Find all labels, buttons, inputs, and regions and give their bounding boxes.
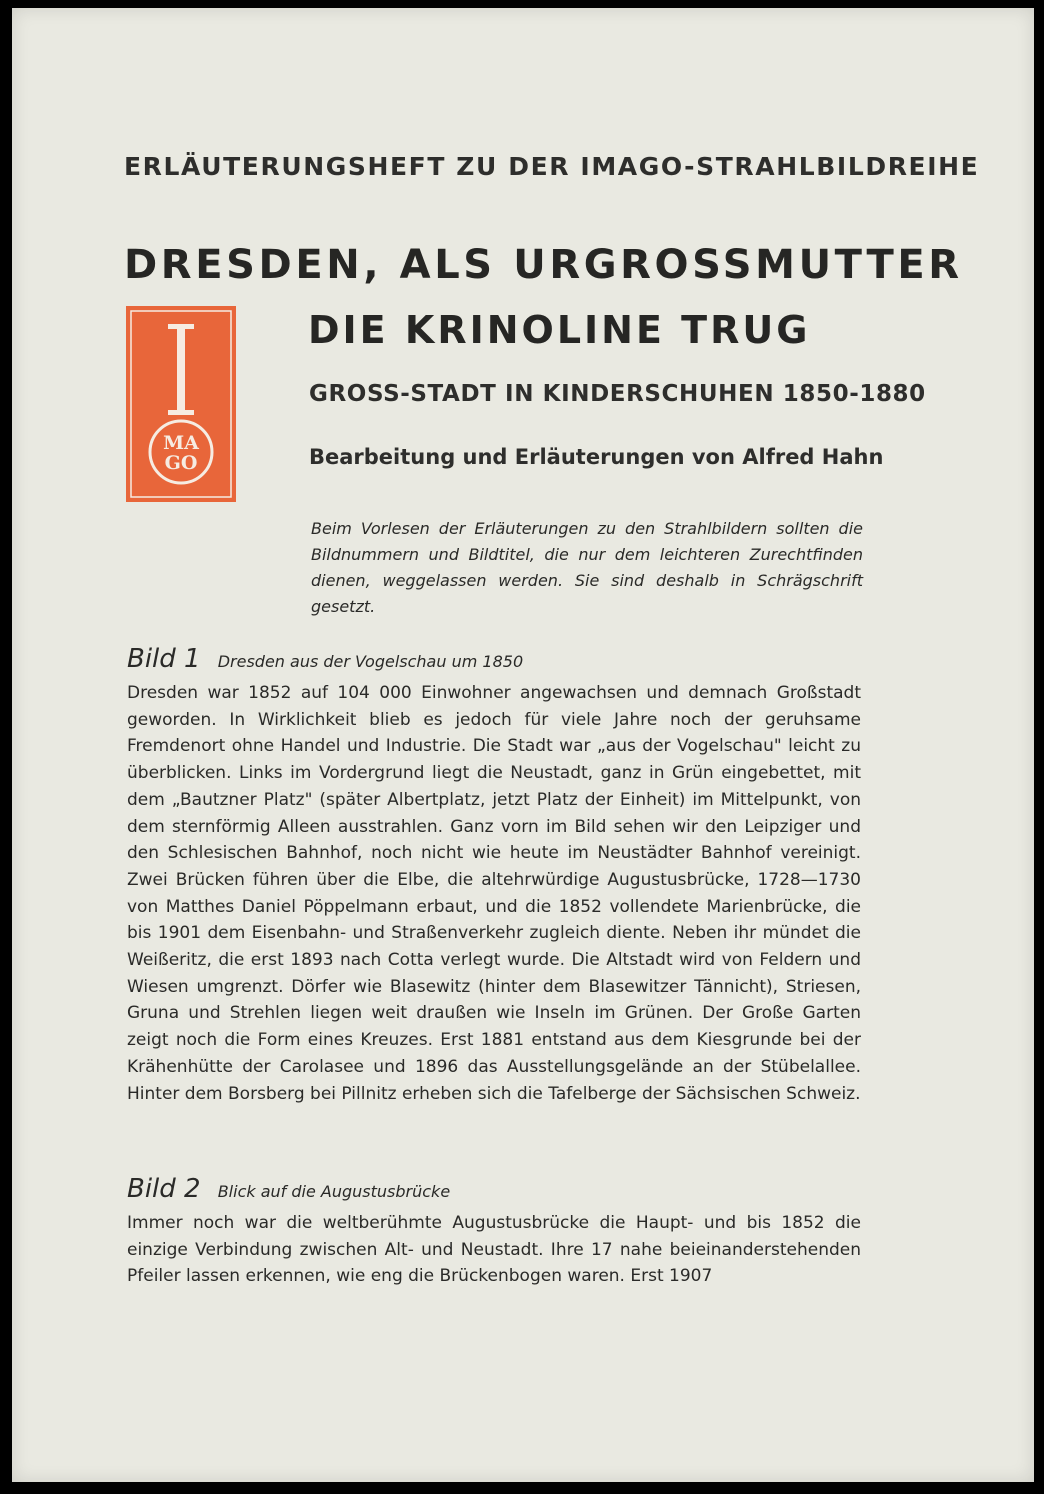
logo-text-line-1: MA — [163, 432, 199, 454]
section-title: Dresden aus der Vogelschau um 1850 — [217, 652, 524, 671]
section-heading-bild-1 — [127, 644, 523, 674]
imago-logo — [126, 306, 236, 502]
section-number: Bild 2 — [127, 1174, 201, 1204]
author-line: Bearbeitung und Erläuterungen von Alfred Hahn — [309, 445, 884, 469]
section-heading-bild-2 — [127, 1174, 450, 1204]
section-body-bild-1: Dresden war 1852 auf 104 000 Einwohner angewachsen und demnach Großstadt geworden. In Wirklichkeit blieb es jedoch für viele Jahre noch der geruhsame Fremdenort ohne Handel und Industrie. Die Stadt war „aus der Vogelschau" leicht zu überblicken. Links im Vordergrund liegt die Neustadt, ganz in Grün eingebettet, mit dem „Bautzner Platz" (später Albertplatz, jetzt Platz der Einheit) im Mittelpunkt, von dem sternförmig Alleen ausstrahlen. Ganz vorn im Bild sehen wir den Leipziger und den Schlesischen Bahnhof, noch nicht wie heute im Neustädter Bahnhof vereinigt. Zwei Brücken führen über die Elbe, die altehrwürdige Augustusbrücke, 1728—1730 von Matthes Daniel Pöppelmann erbaut, und die 1852 vollendete Marienbrücke, die bis 1901 dem Eisenbahn- und Straßenverkehr zugleich diente. Neben ihr mündet die Weißeritz, die erst 1893 nach Cotta verlegt wurde. Die Altstadt wird von Feldern und Wiesen umgrenzt. Dörfer wie Blasewitz (hinter dem Blasewitzer Tännicht), Striesen, Gruna und Strehlen liegen weit draußen wie Inseln im Grünen. Der Große Garten zeigt noch die Form eines Kreuzes. Erst 1881 entstand aus dem Kiesgrunde bei der Krähenhütte der Carolasee und 1896 das Ausstellungsgelände an der Stübelallee. Hinter dem Borsberg bei Pillnitz erheben sich die Tafelberge der Sächsischen Schweiz. — [127, 683, 861, 1104]
document-page — [12, 8, 1034, 1482]
series-heading: ERLÄUTERUNGSHEFT ZU DER IMAGO-STRAHLBILDREIHE — [124, 152, 980, 181]
main-title-line-1: DRESDEN, ALS URGROSSMUTTER — [124, 242, 963, 288]
section-title: Blick auf die Augustusbrücke — [217, 1182, 451, 1201]
reading-note: Beim Vorlesen der Erläuterungen zu den Strahlbildern sollten die Bildnummern und Bildtitel, die nur dem leichteren Zurechtfinden dienen, weggelassen werden. Sie sind deshalb in Schrägschrift gesetzt. — [311, 519, 863, 616]
section-number: Bild 1 — [127, 644, 201, 674]
section-body-bild-2: Immer noch war die weltberühmte Augustusbrücke die Haupt- und bis 1852 die einzige Verbindung zwischen Alt- und Neustadt. Ihre 17 nahe beieinanderstehenden Pfeiler lassen erkennen, wie eng die Brückenbogen waren. Erst 1907 — [127, 1213, 861, 1287]
main-title-line-2: DIE KRINOLINE TRUG — [308, 308, 811, 352]
logo-text-line-2: GO — [164, 452, 198, 474]
subtitle: GROSS-STADT IN KINDERSCHUHEN 1850-1880 — [309, 381, 926, 407]
